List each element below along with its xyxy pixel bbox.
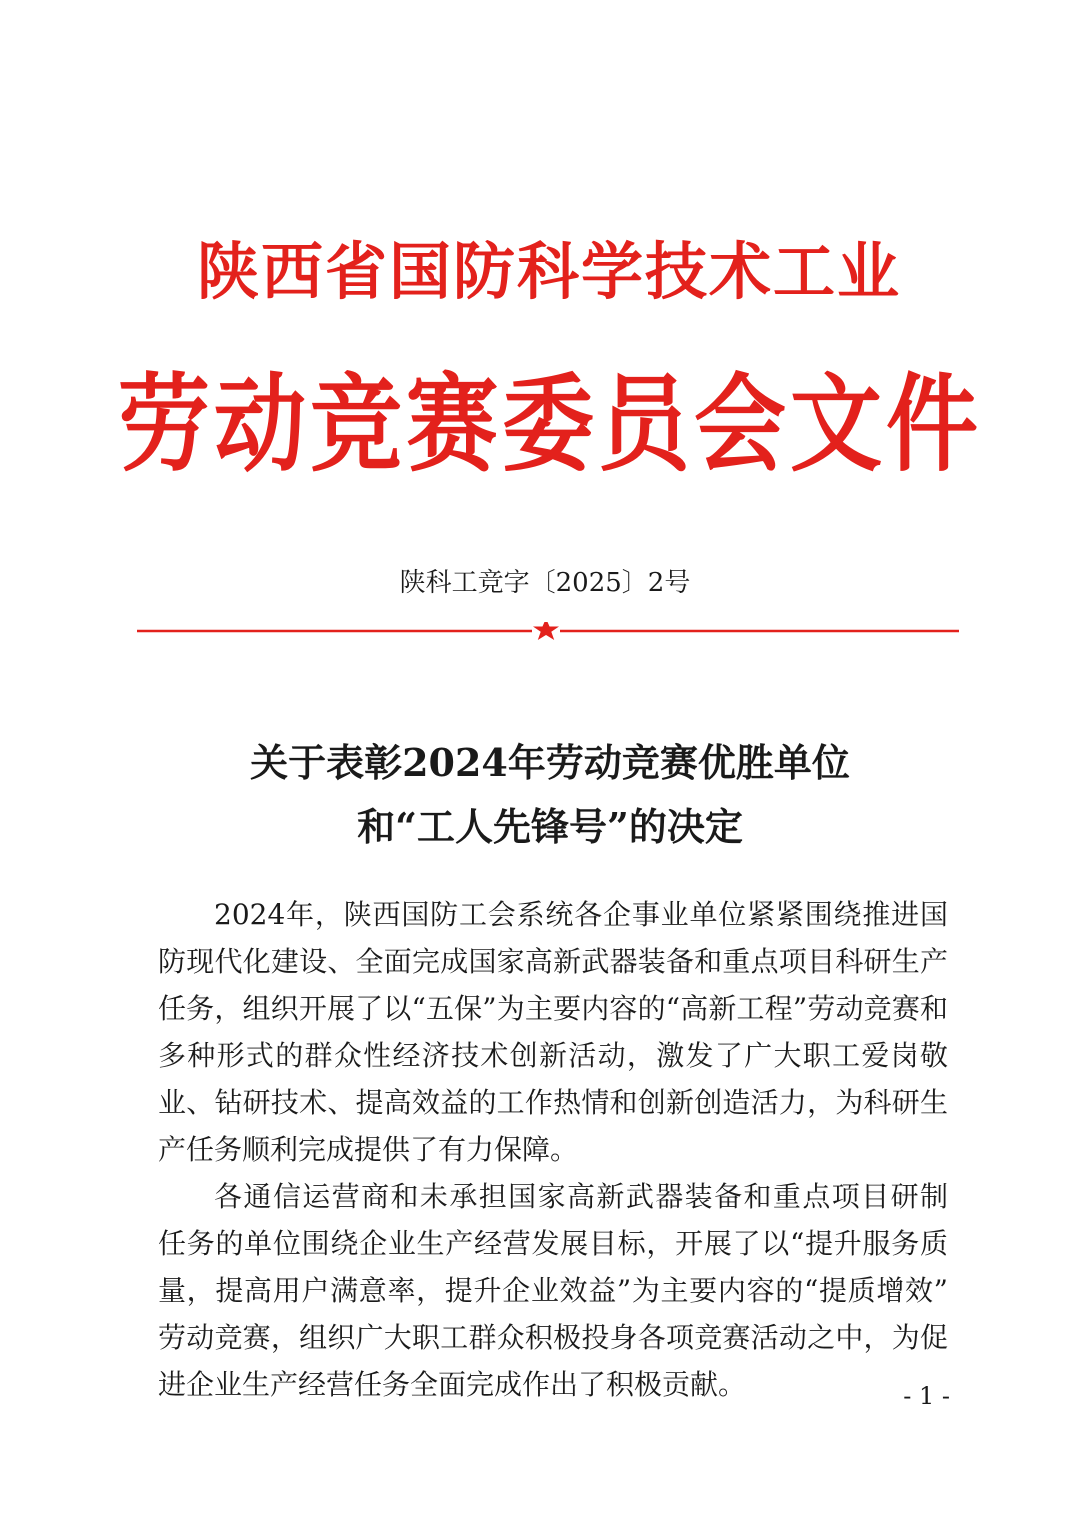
body-line: 劳动竞赛，组织广大职工群众积极投身各项竞赛活动之中，为促 xyxy=(158,1321,948,1354)
body-line: 产任务顺利完成提供了有力保障。 xyxy=(158,1133,579,1166)
page-number: - 1 - xyxy=(903,1382,950,1410)
body-line: 多种形式的群众性经济技术创新活动，激发了广大职工爱岗敬 xyxy=(158,1039,948,1072)
body-line: 进企业生产经营任务全面完成作出了积极贡献。 xyxy=(158,1368,747,1401)
document-number: 陕科工竞字〔2025〕2号 xyxy=(399,568,691,598)
body-line: 任务，组织开展了以“五保”为主要内容的“高新工程”劳动竞赛和 xyxy=(158,992,948,1025)
body-line: 量，提高用户满意率，提升企业效益”为主要内容的“提质增效” xyxy=(158,1274,948,1307)
body-line: 业、钻研技术、提高效益的工作热情和创新创造活力，为科研生 xyxy=(158,1086,948,1119)
red-divider xyxy=(137,622,959,640)
body-line: 2024年，陕西国防工会系统各企事业单位紧紧围绕推进国 xyxy=(214,898,948,931)
body-line: 任务的单位围绕企业生产经营发展目标，开展了以“提升服务质 xyxy=(158,1227,948,1260)
body-line: 各通信运营商和未承担国家高新武器装备和重点项目研制 xyxy=(214,1180,948,1213)
body-line: 防现代化建设、全面完成国家高新武器装备和重点项目科研生产 xyxy=(158,945,948,978)
document-title-line1: 关于表彰2024年劳动竞赛优胜单位 xyxy=(250,740,850,785)
issuer-name-line2: 劳动竞赛委员会文件 xyxy=(117,361,982,487)
document-title-line2: 和“工人先锋号”的决定 xyxy=(357,804,743,849)
issuer-name-line1: 陕西省国防科学技术工业 xyxy=(196,235,901,308)
star-icon xyxy=(533,622,559,640)
